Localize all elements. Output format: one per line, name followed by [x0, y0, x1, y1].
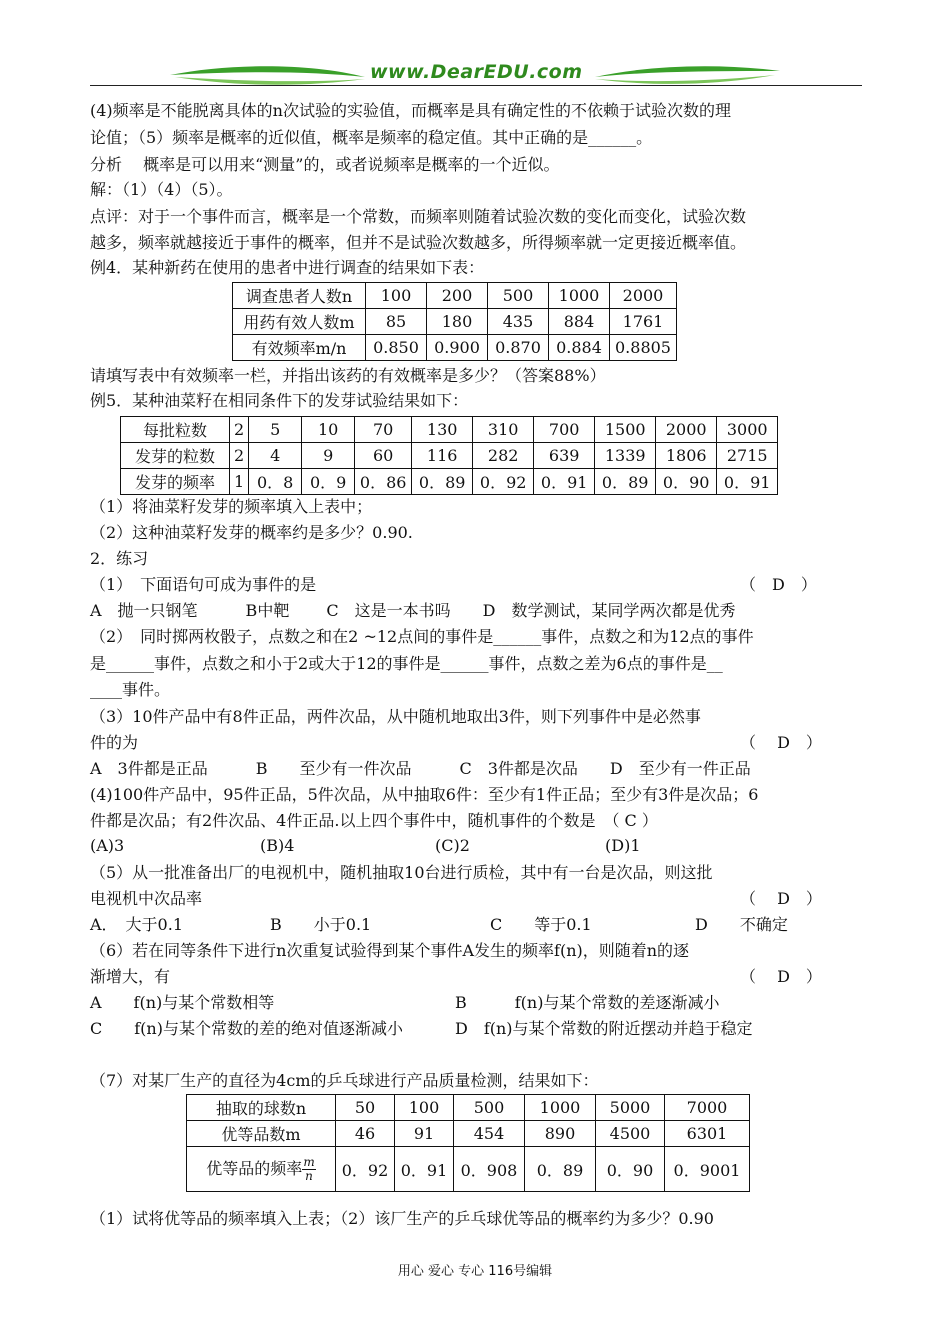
q4-line2: 件都是次品；有2件次品、4件正品.以上四个事件中，随机事件的个数是 （ C ） — [90, 811, 658, 830]
analysis: 分析 概率是可以用来“测量”的，或者说频率是概率的一个近似。 — [90, 155, 560, 174]
table-cell: 46 — [336, 1121, 395, 1147]
table-cell: 6301 — [665, 1121, 750, 1147]
q5-option-b: B 小于0.1 — [270, 915, 372, 934]
solution: 解：（1）（4）（5）。 — [90, 180, 233, 199]
table-cell: 0．8 — [249, 469, 302, 495]
table-cell: 0．90 — [596, 1147, 665, 1192]
table-cell: 0．9001 — [665, 1147, 750, 1192]
q6-line2: 渐增大，有 — [90, 967, 171, 986]
ex5-q2: （2）这种油菜籽发芽的概率约是多少？0.90. — [90, 523, 413, 542]
q1-text: （1） 下面语句可成为事件的是 — [90, 575, 317, 594]
table-cell: 200 — [427, 283, 488, 309]
q5-option-a: A． 大于0.1 — [90, 915, 184, 934]
q5-line1: （5）从一批准备出厂的电视机中，随机抽取10台进行质检，其中有一台是次品，则这批 — [90, 863, 713, 882]
table-cell: 1761 — [610, 309, 677, 335]
table-cell: 700 — [534, 417, 595, 443]
comment-line2: 越多，频率就越接近于事件的概率，但并不是试验次数越多，所得频率就一定更接近概率值。 — [90, 233, 747, 252]
table-cell: 310 — [473, 417, 534, 443]
table-cell: 70 — [355, 417, 412, 443]
q3-options: A 3件都是正品 B 至少有一件次品 C 3件都是次品 D 至少有一件正品 — [90, 759, 751, 778]
table-cell: 180 — [427, 309, 488, 335]
table-cell: 500 — [488, 283, 549, 309]
table-cell: 0．908 — [454, 1147, 525, 1192]
page-footer: 用心 爱心 专心 116号编辑 — [397, 1264, 553, 1279]
row-header-cell: 发芽的粒数 — [121, 443, 230, 469]
q6-option-a: A f(n)与某个常数相等 — [90, 993, 275, 1012]
table-cell: 0．92 — [336, 1147, 395, 1192]
table-cell: 2715 — [717, 443, 778, 469]
p4-line2: 论值；（5）频率是概率的近似值，概率是频率的稳定值。其中正确的是______。 — [90, 128, 653, 147]
table-row — [233, 283, 677, 309]
site-logo: www.DearEDU.com — [370, 61, 583, 83]
table-cell: 5000 — [596, 1095, 665, 1121]
header-rule — [90, 85, 862, 86]
table-cell: 1 — [230, 469, 249, 495]
q6-option-b: B f(n)与某个常数的差逐渐减小 — [455, 993, 720, 1012]
table-cell: 2000 — [656, 417, 717, 443]
q7-question: （1）试将优等品的频率填入上表；（2）该厂生产的乒乓球优等品的概率约为多少？0.90 — [90, 1209, 714, 1228]
table-cell: 500 — [454, 1095, 525, 1121]
table-cell: 10 — [302, 417, 355, 443]
table-row — [187, 1121, 750, 1147]
q2-line3: ____事件。 — [90, 680, 171, 699]
table-cell: 0．90 — [656, 469, 717, 495]
row-header-cell: 调查患者人数n — [233, 283, 366, 309]
row-header-cell: 优等品的频率 $\frac{m}{n}$ — [187, 1147, 336, 1192]
table-cell: 9 — [302, 443, 355, 469]
q3-line1: （3）10件产品中有8件正品，两件次品，从中随机地取出3件，则下列事件中是必然事 — [90, 707, 701, 726]
table-cell: 884 — [549, 309, 610, 335]
fraction-denominator: n — [305, 1168, 313, 1183]
q7-title: （7）对某厂生产的直径为4cm的乒乓球进行产品质量检测，结果如下： — [90, 1071, 599, 1090]
table-cell: 0．86 — [355, 469, 412, 495]
ex5-q1: （1）将油菜籽发芽的频率填入上表中； — [90, 497, 373, 516]
table-cell: 116 — [412, 443, 473, 469]
table-cell: 890 — [525, 1121, 596, 1147]
table-cell: 639 — [534, 443, 595, 469]
q4-option-a: (A)3 — [90, 836, 125, 855]
q5-option-c: C 等于0.1 — [490, 915, 592, 934]
table-cell: 85 — [366, 309, 427, 335]
q4-option-c: (C)2 — [435, 836, 470, 855]
table-cell: 1000 — [525, 1095, 596, 1121]
table-cell: 3000 — [717, 417, 778, 443]
table-cell: 0.900 — [427, 335, 488, 361]
table-cell: 435 — [488, 309, 549, 335]
ex5-title: 例5．某种油菜籽在相同条件下的发芽试验结果如下： — [90, 391, 469, 410]
table-cell: 4500 — [596, 1121, 665, 1147]
table-row — [121, 443, 778, 469]
table-cell: 454 — [454, 1121, 525, 1147]
table-cell: 100 — [395, 1095, 454, 1121]
ex5-table — [120, 416, 778, 495]
q6-option-d: D f(n)与某个常数的附近摆动并趋于稳定 — [455, 1019, 753, 1038]
q6-line1: （6）若在同等条件下进行n次重复试验得到某个事件A发生的频率f(n)，则随着n的逐 — [90, 941, 690, 960]
row-header-cell: 发芽的频率 — [121, 469, 230, 495]
ex4-question: 请填写表中有效频率一栏，并指出该药的有效概率是多少？（答案88%） — [90, 366, 606, 385]
table-cell: 282 — [473, 443, 534, 469]
q2-line2: 是______事件，点数之和小于2或大于12的事件是______事件，点数之差为6点的事件是__ — [90, 654, 723, 673]
table-cell: 0．92 — [473, 469, 534, 495]
table-row — [187, 1147, 750, 1192]
table-cell: 2 — [230, 417, 249, 443]
q5-option-d: D 不确定 — [695, 915, 788, 934]
table-row — [121, 417, 778, 443]
row-header-cell: 优等品数m — [187, 1121, 336, 1147]
q3-line2: 件的为 — [90, 733, 139, 752]
q5-answer: （ D ） — [740, 889, 822, 908]
table-cell: 0．89 — [525, 1147, 596, 1192]
table-cell: 0.884 — [549, 335, 610, 361]
table-cell: 0．91 — [395, 1147, 454, 1192]
table-cell: 0．9 — [302, 469, 355, 495]
ex4-table — [232, 282, 677, 361]
table-row — [121, 469, 778, 495]
q4-option-b: (B)4 — [260, 836, 295, 855]
q3-answer: （ D ） — [740, 733, 822, 752]
table-cell: 4 — [249, 443, 302, 469]
table-cell: 1806 — [656, 443, 717, 469]
row-header-cell: 用药有效人数m — [233, 309, 366, 335]
q1-options: A 抛一只钢笔 B中靶 C 这是一本书吗 D 数学测试，某同学两次都是优秀 — [90, 601, 736, 620]
row-header-cell: 有效频率m/n — [233, 335, 366, 361]
table-cell: 1000 — [549, 283, 610, 309]
table-cell: 91 — [395, 1121, 454, 1147]
table-cell: 60 — [355, 443, 412, 469]
ex4-title: 例4．某种新药在使用的患者中进行调查的结果如下表： — [90, 258, 485, 277]
table-cell: 0．91 — [717, 469, 778, 495]
table-cell: 7000 — [665, 1095, 750, 1121]
table-cell: 1500 — [595, 417, 656, 443]
table-cell: 0．89 — [595, 469, 656, 495]
section-2-title: 2．练习 — [90, 549, 149, 568]
page-header — [90, 55, 862, 95]
q7-table — [186, 1094, 750, 1192]
table-cell: 0.870 — [488, 335, 549, 361]
table-row — [233, 335, 677, 361]
table-cell: 130 — [412, 417, 473, 443]
fraction-numerator: m — [303, 1154, 315, 1169]
row-header-cell: 抽取的球数n — [187, 1095, 336, 1121]
table-row — [187, 1095, 750, 1121]
table-cell: 0．91 — [534, 469, 595, 495]
frequency-fraction — [302, 1156, 315, 1183]
table-cell: 0.8805 — [610, 335, 677, 361]
table-cell: 1339 — [595, 443, 656, 469]
q1-answer: （ D ） — [740, 575, 817, 594]
comment-line1: 点评：对于一个事件而言，概率是一个常数，而频率则随着试验次数的变化而变化，试验次数 — [90, 207, 747, 226]
table-cell: 50 — [336, 1095, 395, 1121]
table-cell: 2 — [230, 443, 249, 469]
p4-line1: (4)频率是不能脱离具体的n次试验的实验值，而概率是具有确定性的不依赖于试验次数的理 — [90, 101, 731, 120]
q4-option-d: (D)1 — [605, 836, 641, 855]
q6-option-c: C f(n)与某个常数的差的绝对值逐渐减小 — [90, 1019, 403, 1038]
table-cell: 2000 — [610, 283, 677, 309]
table-cell: 0．89 — [412, 469, 473, 495]
table-cell: 100 — [366, 283, 427, 309]
q4-line1: (4)100件产品中，95件正品，5件次品，从中抽取6件：至少有1件正品；至少有3件是次品；6 — [90, 785, 759, 804]
q5-line2: 电视机中次品率 — [90, 889, 203, 908]
row-header-cell: 每批粒数 — [121, 417, 230, 443]
table-cell: 0.850 — [366, 335, 427, 361]
table-cell: 5 — [249, 417, 302, 443]
q2-line1: （2） 同时掷两枚骰子，点数之和在2 ~12点间的事件是______事件，点数之和为12点的事件 — [90, 627, 754, 646]
q6-answer: （ D ） — [740, 967, 822, 986]
table-row — [233, 309, 677, 335]
